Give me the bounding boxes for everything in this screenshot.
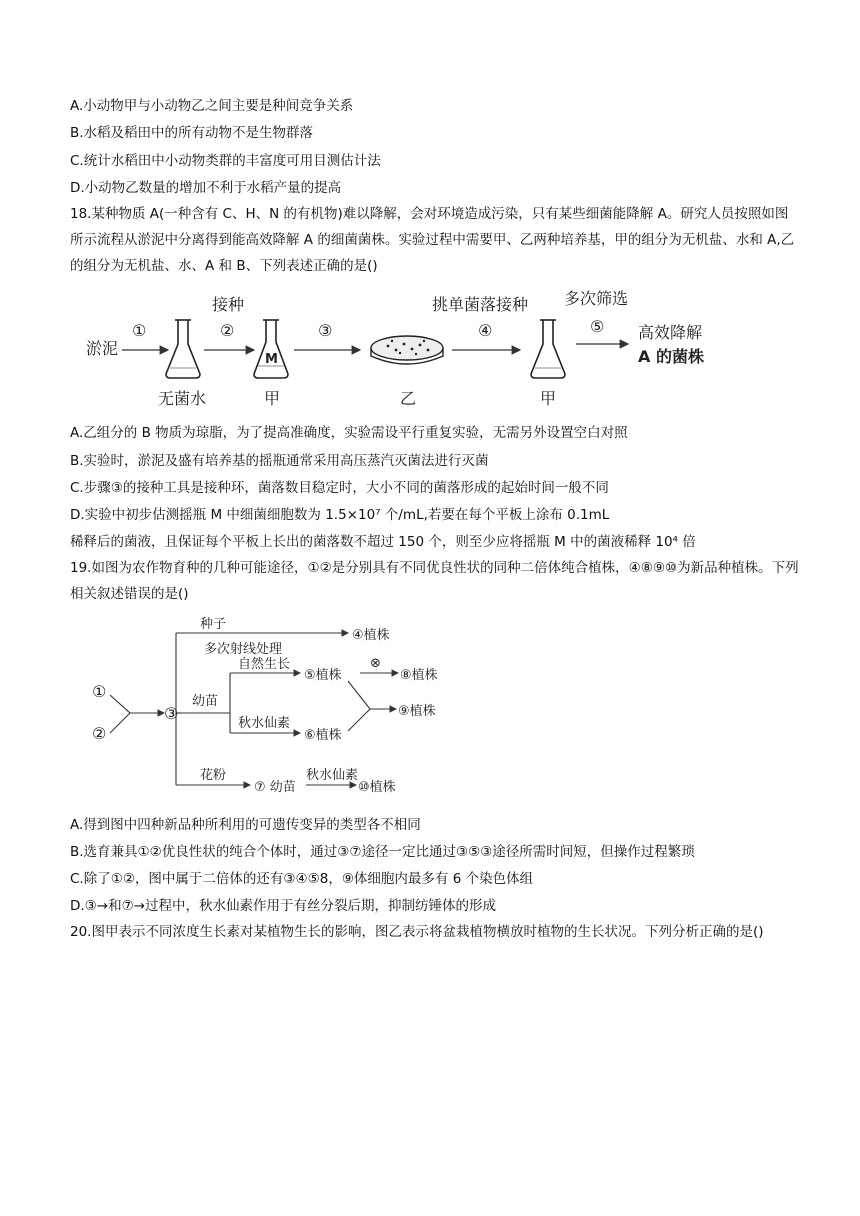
step-4-label: ④ [478,321,493,340]
seedling-7: ⑦ 幼苗 [254,780,296,795]
flask-m-label: M [265,352,278,367]
q19-stem: 19.如图为农作物育种的几种可能途径，①②是分别具有不同优良性状的同种二倍体纯合植株，④⑧⑨⑩为新品种植株。下列相关叙述错误的是() [70,560,799,602]
medium-jia-label-1: 甲 [264,389,281,408]
step-5-label: ⑤ [590,317,605,336]
medium-yi-label: 乙 [400,389,417,408]
colchicine-label-1: 秋水仙素 [238,716,291,731]
medium-jia-label-2: 甲 [540,389,557,408]
q18-option-d-continued: 稀释后的菌液，且保证每个平板上长出的菌落数不超过 150 个，则至少应将摇瓶 M 中的菌液稀释 10⁴ 倍 [70,534,696,550]
node-3: ③ [164,704,179,723]
seed-label: 种子 [200,617,227,632]
q19-option-c: C.除了①②，图中属于二倍体的还有③④⑤8，⑨体细胞内最多有 6 个染色体组 [70,871,534,887]
flask-icon [531,320,565,378]
plant-9: ⑨植株 [398,704,436,719]
self-cross-symbol: ⊗ [370,656,381,671]
step-3-label: ③ [318,321,333,340]
q18-stem: 18.某种物质 A(一种含有 C、H、N 的有机物)难以降解，会对环境造成污染，只有某些细菌能降解 A。研究人员按照如图所示流程从淤泥中分离得到能高效降解 A 的细菌菌株。实验过程中需要甲、乙两种培养基，甲的组分为无机盐、水和 A,乙的组分为无机盐、水、A 和 B、下列表述正确的是() [70,206,795,274]
q19-option-b: B.选育兼具①②优良性状的纯合个体时，通过③⑦途径一定比通过③⑤③途径所需时间短，但操作过程繁琐 [70,844,695,860]
q19-breeding-diagram [80,615,480,805]
screen-label: 多次筛选 [564,289,629,308]
q17-option-b: B.水稻及稻田中的所有动物不是生物群落 [70,125,314,141]
q18-flow-diagram [70,282,770,412]
natural-growth-label: 自然生长 [238,657,291,672]
q17-option-d: D.小动物乙数量的增加不利于水稻产量的提高 [70,180,342,196]
q17-option-a: A.小动物甲与小动物乙之间主要是种间竞争关系 [70,98,354,114]
q18-option-a: A.乙组分的 B 物质为琼脂，为了提高准确度，实验需设平行重复实验，无需另外设置空白对照 [70,425,628,441]
pick-colony-label: 挑单菌落接种 [432,295,529,314]
node-1: ① [92,682,107,701]
q17-option-c: C.统计水稻田中小动物类群的丰富度可用目测估计法 [70,153,381,169]
flask-m-icon [254,320,288,378]
water-label: 无菌水 [158,389,207,408]
radiation-label: 多次射线处理 [204,642,283,657]
result-label-1: 高效降解 [638,323,703,342]
step-1-label: ① [132,321,147,340]
colchicine-label-2: 秋水仙素 [306,768,359,783]
diagram-start-label: 淤泥 [86,339,119,358]
q18-option-b: B.实验时，淤泥及盛有培养基的摇瓶通常采用高压蒸汽灭菌法进行灭菌 [70,453,489,469]
plant-5: ⑤植株 [304,668,342,683]
q18-option-d: D.实验中初步估测摇瓶 M 中细菌细胞数为 1.5×10⁷ 个/mL,若要在每个平板上涂布 0.1mL [70,507,610,523]
pollen-label: 花粉 [200,768,227,783]
seedling-label: 幼苗 [192,694,219,709]
q18-option-c: C.步骤③的接种工具是接种环，菌落数目稳定时，大小不同的菌落形成的起始时间一般不同 [70,480,609,496]
plant-8: ⑧植株 [400,668,438,683]
q20-stem: 20.图甲表示不同浓度生长素对某植物生长的影响，图乙表示将盆栽植物横放时植物的生长状况。下列分析正确的是() [70,924,764,940]
inoculate-label: 接种 [212,295,245,314]
result-label-2: A 的菌株 [638,347,704,366]
plant-10: ⑩植株 [358,780,396,795]
q19-option-d: D.③→和⑦→过程中，秋水仙素作用于有丝分裂后期，抑制纺锤体的形成 [70,898,497,914]
flask-icon [166,320,200,378]
plant-4: ④植株 [352,628,390,643]
step-2-label: ② [220,321,235,340]
plant-6: ⑥植株 [304,728,342,743]
petri-dish-icon [371,336,443,364]
node-2: ② [92,724,107,743]
q19-option-a: A.得到图中四种新品种所利用的可遗传变异的类型各不相同 [70,817,421,833]
